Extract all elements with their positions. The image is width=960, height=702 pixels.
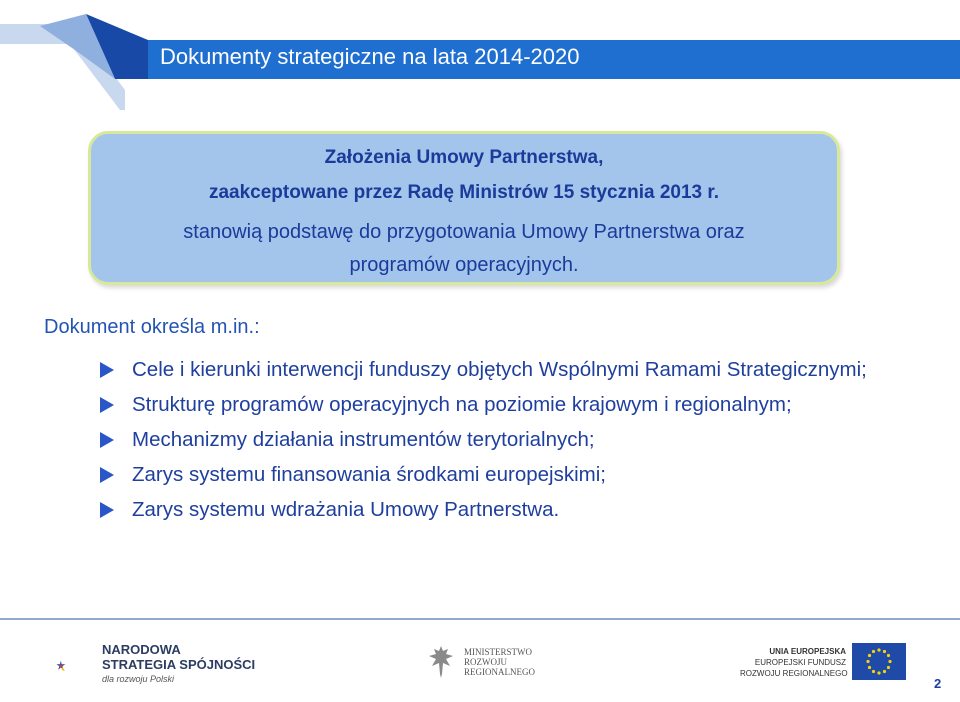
list-item	[100, 492, 867, 527]
callout-line-3: stanowią podstawę do przygotowania Umowy Partnerstwa oraz	[183, 221, 745, 243]
list-item-text: Mechanizmy działania instrumentów terytorialnych;	[132, 427, 595, 451]
mrr-logo-text	[464, 647, 535, 677]
bullet-arrow-icon	[100, 432, 114, 448]
footer-divider	[0, 618, 960, 620]
list-item-text: Zarys systemu wdrażania Umowy Partnerstwa.	[132, 497, 560, 521]
mrr-line-2: ROZWOJU	[464, 657, 507, 667]
polish-eagle-icon	[426, 644, 456, 680]
nss-line-3: dla rozwoju Polski	[102, 674, 175, 684]
eu-line-2: EUROPEJSKI FUNDUSZ	[754, 658, 846, 667]
list-item	[100, 387, 867, 422]
callout-box	[88, 131, 840, 285]
nss-line-2: STRATEGIA SPÓJNOŚCI	[102, 657, 256, 672]
list-item	[100, 457, 867, 492]
bullet-arrow-icon	[100, 467, 114, 483]
bullet-arrow-icon	[100, 502, 114, 518]
bullet-arrow-icon	[100, 397, 114, 413]
list-item	[100, 352, 867, 387]
mrr-line-3: REGIONALNEGO	[464, 667, 535, 677]
callout-line-4: programów operacyjnych.	[349, 254, 579, 276]
list-item	[100, 422, 867, 457]
callout-line-1: Założenia Umowy Partnerstwa,	[324, 147, 604, 168]
bullet-list	[100, 352, 867, 527]
list-item-text: Zarys systemu finansowania środkami europejskimi;	[132, 462, 606, 486]
mrr-line-1: MINISTERSTWO	[464, 647, 532, 657]
intro-text: Dokument określa m.in.:	[44, 316, 260, 338]
eu-line-3: ROZWOJU REGIONALNEGO	[740, 669, 848, 678]
bullet-arrow-icon	[100, 362, 114, 378]
list-item-text: Cele i kierunki interwencji funduszy objętych Wspólnymi Ramami Strategicznymi;	[132, 357, 867, 381]
nss-logo-text	[102, 642, 255, 687]
nss-star-logo-icon	[56, 638, 100, 694]
eu-line-1: UNIA EUROPEJSKA	[769, 647, 846, 656]
list-item-text: Strukturę programów operacyjnych na poziomie krajowym i regionalnym;	[132, 392, 792, 416]
eu-flag-icon	[852, 643, 906, 680]
page-title: Dokumenty strategiczne na lata 2014-2020	[160, 44, 580, 69]
eu-logo-text	[740, 646, 846, 679]
callout-line-2: zaakceptowane przez Radę Ministrów 15 stycznia 2013 r.	[208, 182, 720, 203]
page-number: 2	[934, 676, 942, 691]
nss-line-1: NARODOWA	[102, 642, 181, 657]
